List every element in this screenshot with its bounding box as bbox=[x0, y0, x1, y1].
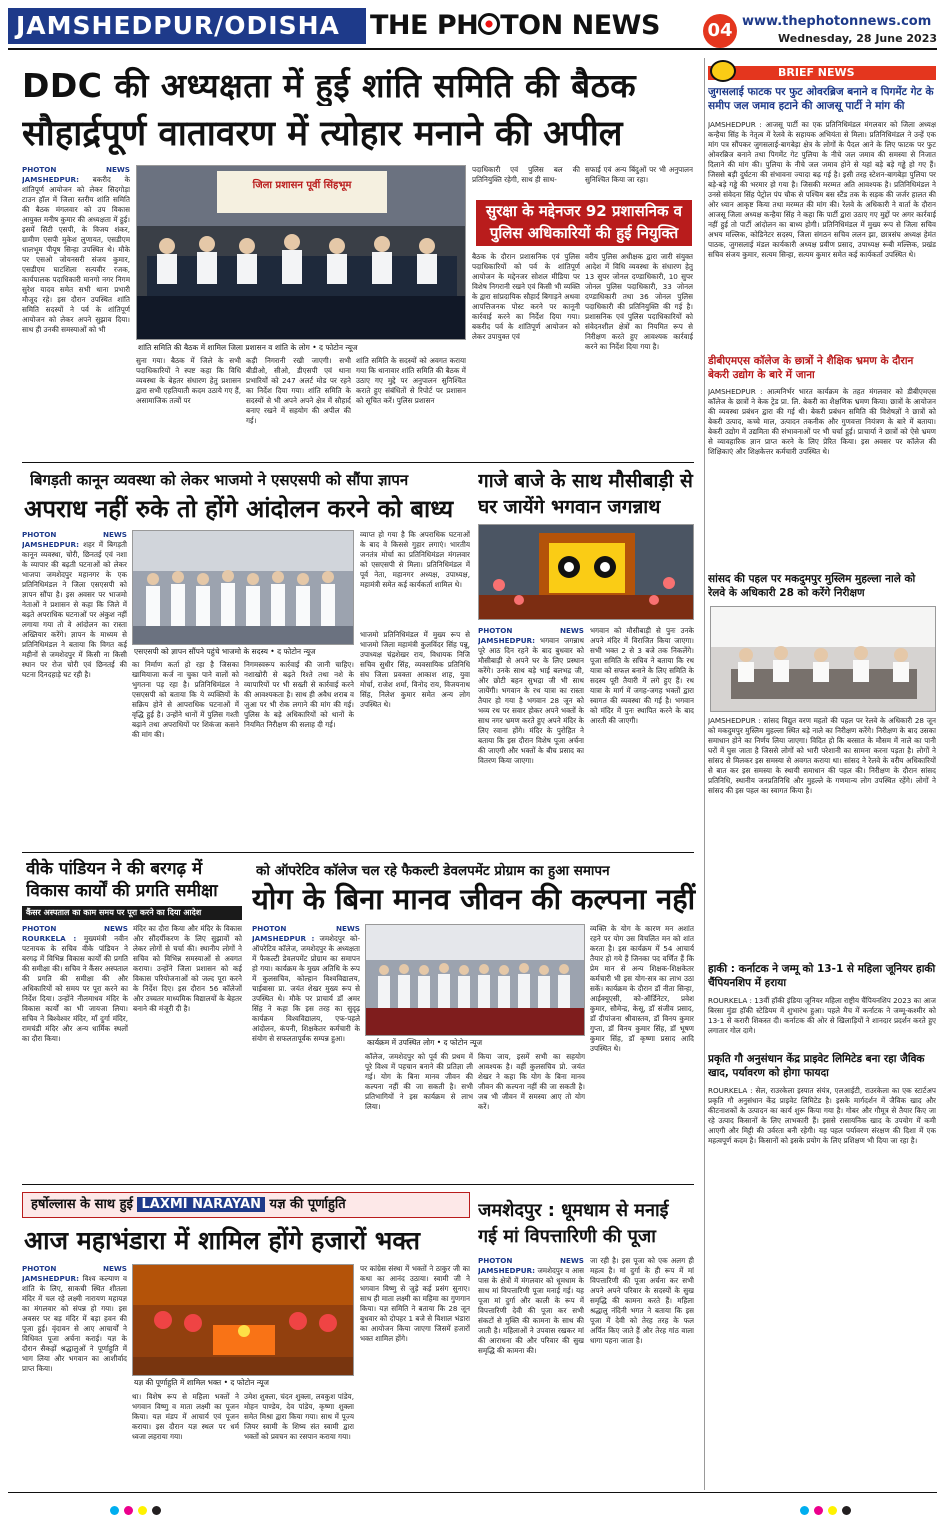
story3-byline: PHOTON NEWS JAMSHEDPUR: bbox=[22, 530, 127, 549]
yoga-program-photo-icon bbox=[366, 925, 585, 1036]
story7-col2: था। विशेष रूप से महिला भक्तों ने भगवान विष्णु व माता लक्ष्मी का पूजन किया। यज्ञ मंडप में आचार्य एवं पूजन कराया। इस दौरान यज्ञ स्थल पर धर्म ध्वजा लहराया गया। bbox=[132, 1392, 239, 1441]
paper-name-pre: THE PH bbox=[370, 10, 479, 41]
story8-headline-2: गई मां विपत्तारिणी की पूजा bbox=[478, 1226, 656, 1247]
brief-item3-body: JAMSHEDPUR : सांसद विद्युत वरण महतो की पहल पर रेलवे के अधिकारी 28 जून को मकदुमपुर मुस्लिम मुहल्ला स्थित बड़े नाले का निरीक्षण करेंगे। निरीक्षण के बाद उसका समाधान होने का निर्णय लिया जाएगा। विदित हो कि बरसात के मौसम में नाले का पानी घरों में घुस जाता है जिससे लोगों को भारी परेशानी का सामना करना पड़ता है। लोगों ने सांसद से मिलकर इस समस्या से अवगत कराया था। सांसद ने रेलवे के वरीय अधिकारियों से बात कर इस समस्या के स्थायी समाधान की पहल की। निरीक्षण के दौरान सांसद प्रतिनिधि, स्थानीय जनप्रतिनिधि और मुहल्ले के गणमान्य लोग उपस्थित रहेंगे। लोगों ने सांसद की इस पहल का स्वागत किया है। bbox=[708, 716, 936, 795]
story1-byline: PHOTON NEWS JAMSHEDPUR: bbox=[22, 165, 130, 184]
cyan-dot bbox=[800, 1506, 809, 1515]
story6-photo-caption: कार्यक्रम में उपस्थित लोग • द फोटोन न्यूज bbox=[367, 1037, 585, 1048]
story6-byline: PHOTON NEWS JAMSHEDPUR : bbox=[252, 924, 360, 943]
story5-subhead: कैंसर अस्पताल का काम समय पर पूरा करने का दिया आदेश bbox=[22, 906, 242, 920]
story3-col1 bbox=[22, 530, 127, 848]
brief-item1-headline: जुगसलाई फाटक पर फुट ओवरब्रिज बनाने व पिगमेंट गेट के समीप जल जमाव हटाने की आजसू पार्टी ने मांग की bbox=[708, 86, 934, 112]
group-photo-icon bbox=[133, 531, 354, 645]
story1-col6: सफाई एवं अन्य बिंदुओं पर भी अनुपालन सुनिश्चित किया जा रहा। bbox=[585, 165, 693, 184]
story1-col2: सुना गया। बैठक में जिले के सभी पदाधिकारियों ने स्पष्ट कहा कि विधि व्यवस्था के बेहतर संधारण हेतु प्रशासन द्वारा सभी एहतियाती कदम उठाये गए हैं, असामाजिक तत्वों पर bbox=[136, 356, 241, 405]
rath-yatra-photo-icon bbox=[479, 525, 694, 620]
story7-banner bbox=[22, 1192, 470, 1218]
story1-col1 bbox=[22, 165, 130, 457]
story7-banner-en: LAXMI NARAYAN bbox=[137, 1197, 265, 1212]
story7-byline: PHOTON NEWS JAMSHEDPUR: bbox=[22, 1264, 127, 1283]
story5-col2: मंदिर का दौरा किया और मंदिर के विकास और सौंदर्यीकरण के लिए सुझावों को लेकर लोगों से चर्चा की। स्थानीय लोगों ने सचिव को विभिन्न समस्याओं से अवगत कराया। उन्होंने जिला प्रशासन को कई विकास परियोजनाओं को जल्द पूरा करने के निर्देश दिए। इस दौरान 56 कॉलेजों और उच्चतर माध्यमिक विद्यालयों के बेहतर बनाने की मंजूरी दी है। bbox=[133, 924, 242, 1013]
story1-col1-text: बकरीद के शांतिपूर्ण आयोजन को लेकर सिदगोड़ा टाउन हॉल में जिला स्तरीय शांति समिति की बैठक मंगलवार को उप विकास आयुक्त मनीष कुमार की अध्यक्षता में हुई। इसमें सिटी एसपी, के विजय शंकर, ग्रामीण एसपी मुकेश लुणायत, एसडीएम धालभूम पीयूष सिन्हा उपस्थित थे। मौके पर एसओ जोयनसरी संजय कुमार, एसडीएम घाटशिला सत्यवीर रजक, कार्यपालक पदाधिकारी मानगो नगर निगम सुरेश यादव समेत सभी थाना प्रभारी मौजूद रहे। इस दौरान उपस्थित शांति समिति सदस्यों ने पर्व के शांतिपूर्ण आयोजन को लेकर अपने सुझाव दिया। साथ ही उनकी समस्याओं को भी bbox=[22, 175, 130, 334]
story1-col5: पदाधिकारी एवं पुलिस बल की प्रतिनियुक्ति रहेगी, साथ ही साथ- bbox=[472, 165, 580, 184]
masthead-rule bbox=[8, 48, 937, 50]
story7-banner-pre: हर्षोल्लास के साथ हुई bbox=[31, 1197, 133, 1212]
story3-col5: भाजमो प्रतिनिधिमंडल में मुख्य रूप से भाजमो जिला महामंत्री कुलविंदर सिंह पन्नू, उपाध्यक्ष चंद्रशेखर राय, विधायक निजि सचिव सुधीर सिंह, व्यवसायिक प्रतिनिधि संघ जिला प्रवक्ता आकाश शाह, युवा मोर्चा, राजेश शर्मा, विनोद राय, विजयनाथ सिंह, निलेश कुमार समेत अन्य लोग उपस्थित थे। bbox=[360, 630, 470, 709]
story5-headline-1: वीके पांडियन ने की बरगढ़ में bbox=[26, 859, 203, 879]
story6-photo bbox=[365, 924, 585, 1036]
story3-headline: अपराध नहीं रुके तो होंगे आंदोलन करने को बाध्य bbox=[24, 495, 454, 523]
story1-photo-caption: शांति समिति की बैठक में शामिल जिला प्रशासन व शांति के लोग • द फोटोन न्यूज bbox=[138, 342, 466, 353]
story3-col1-text: शहर में बिगड़ती कानून व्यवस्था, चोरी, छिनतई एवं नशा के व्यापार की बढ़ती घटनाओं को लेकर भाजपा जमशेदपुर महानगर के एक प्रतिनिधिमंडल ने जिला एसएसपी को ज्ञापन सौंपा है। इस अवसर पर भाजमो नेताओं ने प्रशासन से कहा कि जिले में बढ़ते अपराधिक घटनाओं पर अंकुश नहीं लगाया गया तो वे आंदोलन का रास्ता अख्तियार करेंगे। ज्ञापन के माध्यम से प्रतिनिधिमंडल ने बताया कि विगत कई महीनों से जमशेदपुर में किसी ना किसी स्थान पर रोज चोरी एवं छिनतई की घटना दिनदहाड़े घट रही है। bbox=[22, 540, 127, 679]
photon-logo-icon bbox=[478, 13, 500, 35]
footer-rule bbox=[8, 1492, 937, 1493]
story7-headline: आज महाभंडारा में शामिल होंगे हजारों भक्त bbox=[24, 1226, 420, 1255]
magenta-dot bbox=[124, 1506, 133, 1515]
story1-col4: शांति समिति के सदस्यों को अवगत कराया गया कि थानावार शांति समिति की बैठक में उठाए गए मुद्दे पर अनुपालन सुनिश्चित कराते हुए संबंधितों से रिपोर्ट पर प्रशासन को सूचित करें। पुलिस प्रशासन bbox=[356, 356, 466, 405]
brief-item1-body: JAMSHEDPUR : आजसू पार्टी का एक प्रतिनिधिमंडल मंगलवार को जिला अध्यक्ष कन्हैया सिंह के नेतृत्व में रेलवे के सहायक अभियंता से मिला। प्रतिनिधिमंडल ने उन्हें एक मांग पत्र सौंपकर जुगसलाई-बागबेड़ा क्षेत्र के लोगों के पैदल आने के लिए फाटक पर फुट ओवरब्रिज बनाने तथा पिगमेंट गेट पुलिया के नीचे जल जमाव की समस्या से निजात दिलाने की मांग की। पुलिया के नीचे जल जमाव होने से यहां बड़े बड़े गड्ढे हो गए हैं। जिससे बड़ी दुर्घटना की संभावना ज्यादा बढ़ गई है। इसी तरह स्टेशन-बागबेड़ा पुलिया पर बड़े-बड़े गड्ढे की भरमार हो गया है। जिसकी मरम्मत अति आवश्यक है। प्रतिनिधिमंडल ने उनसे संवेदना सिंह पेट्रोल पंप चौक से पश्चिम बस स्टैंड तक के सड़क की जर्जर हालत की ओर ध्यान आकृष्ट किया तथा मरम्मत की मांग की। रेलवे के अधिकारी ने वार्ता के दौरान आजसू जिला अध्यक्ष कन्हैया सिंह ने कहा कि पार्टी द्वारा उठाए गए मुद्दों पर अगर कार्रवाई नहीं हुई तो पार्टी आंदोलन का बाध्य होगी। प्रतिनिधिमंडल में मुख्य रूप से जिला सचिव अभय मल्लिक, कोडिनेटर सदस्य, जिला संगठन सचिव ललन झा, छात्रसंघ अध्यक्ष हेमंत पाठक, जुगसलाई मंडल कार्यकारी अध्यक्ष प्रवीण प्रसाद, उपाध्यक्ष रूबी मल्लिक, प्रखंड सचिव संजय कुमार, सत्यम सिन्हा, सत्यम कुमार समेत कई कार्यकर्ता उपस्थित थे। bbox=[708, 120, 936, 259]
issue-date: Wednesday, 28 June 2023 bbox=[778, 32, 937, 45]
paper-name-post: TON NEWS bbox=[500, 10, 660, 41]
registration-dots-left bbox=[110, 1500, 230, 1519]
story5-col1 bbox=[22, 924, 128, 1179]
story4-col1-text: भगवान जगन्नाथ पूरे आठ दिन रहने के बाद बुधवार को मौसीबाड़ी से अपने घर के लिए प्रस्थान करेंगे। उनके साथ बड़े भाई बलभद्र जी, और छोटी बहन सुभद्रा जी भी साथ जायेंगी। भगवान के रथ यात्रा का रास्ता तैयार हो गया है भगवान 28 जून को भव्य रथ पर सवार होकर अपने भक्तों के साथ नगर भ्रमण करते हुए अपने मंदिर के लिए रवाना होंगे। मंदिर के पुरोहित ने बताया कि इस दौरान विशेष पूजा अर्चना की जाएगी और भक्तों के बीच प्रसाद का वितरण किया जाएगा। bbox=[478, 636, 584, 765]
story6-col3: किया जाय, इसमें सभी का सहयोग आवश्यक है। वहीं कुलसचिव प्रो. जयंत शेखर ने कहा कि योग के बिना मानव जीवन की कल्पना नहीं की जा सकती है। जब भी जीवन में समस्या आए तो योग करें। bbox=[478, 1052, 585, 1111]
story8-col1 bbox=[478, 1256, 584, 1482]
brief-item4-headline: हाकी : कर्नाटक ने जम्मू को 13-1 से महिला जूनियर हाकी चैंपियनशिप में हराया bbox=[708, 963, 936, 989]
story2-headline: सुरक्षा के मद्देनजर 92 प्रशासनिक व पुलिस अधिकारियों की हुई नियुक्ति bbox=[476, 200, 692, 246]
story3-kicker: बिगड़ती कानून व्यवस्था को लेकर भाजमो ने एसएसपी को सौंपा ज्ञापन bbox=[30, 471, 409, 489]
story3-photo bbox=[132, 530, 354, 645]
story7-col1-text: विश्व कल्याण व शांति के लिए, साकची स्थित शीतला मंदिर में चल रहे लक्ष्मी नारायण महायज्ञ का मंगलवार को संपन्न हो गया। इस अवसर पर बड़ मंदिर में बड़ा हवन की पूजा हुई। वृंदावन से आए आचार्यों ने विधिवत पूजा अर्चना कराई। यज्ञ के दौरान सैकड़ों श्रद्धालुओं ने पूर्णाहुति में भाग लिया और भगवान का आशीर्वाद प्राप्त किया। bbox=[22, 1274, 127, 1373]
story4-byline: PHOTON NEWS JAMSHEDPUR: bbox=[478, 626, 584, 645]
brief-item4-body: ROURKELA : 13वीं हॉकी इंडिया जूनियर महिला राष्ट्रीय चैंपियनशिप 2023 का आज बिरसा मुंडा हॉकी स्टेडियम में शुभारंभ हुआ। पहले मैच में कर्नाटक ने जम्मू-कश्मीर को 13-1 से करारी शिकस्त दी। कर्नाटक की ओर से खिलाड़ियों ने शानदार प्रदर्शन करते हुए लगातार गोल दागे। bbox=[708, 996, 936, 1035]
story7-col3: उमेश शुक्ला, चंदन शुक्ला, लवकुश पांडेय, मोहन पाण्डेय, देव पांडेय, कृष्णा शुक्ला समेत मिश्रा द्वारा किया गया। साथ में पूज्य जियर स्वामी के शिष्य संत स्वामी द्वारा भक्तों को प्रवचन का रसपान कराया गया। bbox=[244, 1392, 354, 1441]
website-link[interactable]: www.thephotonnews.com bbox=[742, 14, 932, 29]
black-dot bbox=[152, 1506, 161, 1515]
paper-name[interactable] bbox=[370, 8, 688, 44]
story7-photo bbox=[132, 1264, 354, 1376]
brief-item5-body: ROURKELA : सेल, राउरकेला इस्पात संयंत्र, एलआईटी, राउरकेला का एक स्टार्टअप प्रकृति गौ अनुसंधान केंद्र प्राइवेट लिमिटेड है। इसके मार्गदर्शन में जैविक खाद और कीटनाशकों के उत्पादन का कार्य शुरू किया गया है। गोबर और गौमूत्र से तैयार किए जा रहे उत्पाद किसानों के लिए लाभकारी हैं। इससे रासायनिक खाद के उपयोग में कमी आएगी और मिट्टी की उर्वरता बनी रहेगी। यह पहल पर्यावरण संरक्षण की दिशा में एक महत्वपूर्ण कदम है। किसानों को इसके प्रयोग के लिए प्रशिक्षण भी दिया जा रहा है। bbox=[708, 1086, 936, 1145]
story1-headline-2: सौहार्द्रपूर्ण वातावरण में त्योहार मनाने की अपील bbox=[22, 114, 623, 154]
story3-col4: व्याप्त हो गया है कि अपराधिक घटनाओं के बाद वे किससे गुहार लगाएं। भारतीय जनतंत्र मोर्चा का प्रतिनिधिमंडल मंगलवार को एसएसपी से मिला। प्रतिनिधिमंडल में पूर्व नेता, महानगर अध्यक्ष, उपाध्यक्ष, महामंत्री समेत कई कार्यकर्ता शामिल थे। bbox=[360, 530, 470, 589]
brief-item3-photo bbox=[710, 606, 936, 712]
story5-byline: PHOTON NEWS ROURKELA : bbox=[22, 924, 128, 943]
edition-label: JAMSHEDPUR/ODISHA bbox=[8, 8, 366, 44]
story2-col1: बैठक के दौरान प्रशासनिक एवं पुलिस पदाधिकारियों को पर्व के शांतिपूर्ण आयोजन के मद्देनजर सोशल मीडिया पर विशेष निगरानी रखने एवं किसी भी व्यक्ति के द्वारा सांप्रदायिक सौहार्द बिगाड़ने अथवा आपत्तिजनक पोस्ट करने पर कानूनी कार्रवाई करने का निर्देश दिया गया। बकरीद पर्व के शांतिपूर्ण आयोजन को लेकर उपायुक्त एवं bbox=[472, 252, 580, 341]
story4-headline-1: गाजे बाजे के साथ मौसीबाड़ी से bbox=[478, 470, 693, 492]
story5-col1-text: मुख्यमंत्री नवीन पटनायक के सचिव वीके पांडियन ने बरगढ़ में विभिन्न विकास कार्यों की प्रगति की समीक्षा की। सचिव ने कैंसर अस्पताल की प्रगति की समीक्षा की और अधिकारियों को समय पर पूरा करने का निर्देश दिया। उन्होंने नीलमाधव मंदिर के विकास कार्यों का भी जायजा लिया। सचिव ने बिश्वेश्वर मंदिर, माँ दुर्गा मंदिर, रामचंडी मंदिर और अन्य धार्मिक स्थलों का दौरा किया। bbox=[22, 934, 128, 1043]
magenta-dot bbox=[814, 1506, 823, 1515]
divider-1 bbox=[22, 462, 694, 463]
brief-item2-body: JAMSHEDPUR : आत्मनिर्भर भारत कार्यक्रम के तहत मंगलवार को डीबीएमएस कॉलेज के छात्रों ने केक ट्रेड प्रा. लि. बेकरी का शैक्षणिक भ्रमण किया। छात्रों के आयोजन की व्यवस्था प्रबंधन द्वारा की गई थी। बेकरी प्रबंधन समिति की विशेषज्ञों ने छात्रों को बेकरी उत्पाद, कच्चे माल, उत्पादन तकनीक और गुणवत्ता नियंत्रण के बारे में बताया। बेकरी उद्योग में उद्यमिता की संभावनाओं पर भी चर्चा हुई। प्राचार्या ने छात्रों को ऐसे भ्रमण से व्यावहारिक ज्ञान प्राप्त करने के लिए प्रेरित किया। इस अवसर पर कॉलेज की शिक्षिकाएं और शिक्षकेत्तर कर्मचारी उपस्थित थे। bbox=[708, 387, 936, 456]
divider-3 bbox=[22, 1184, 694, 1185]
story8-col2: जा रही है। इस पूजा को एक अलग ही महत्व है। मां दुर्गा के ही रूप में मां विपत्तारिणी की पूजा अर्चना कर सभी अपने अपने परिवार के सदस्यों के सुख समृद्धि की कामना करते हैं। महिला श्रद्धालु नंदिनी भगत ने बताया कि इस पूजा में देवी को तेरह तरह के फल अर्पित किए जाते हैं और तेरह गांठ वाला धागा पहना जाता है। bbox=[590, 1256, 694, 1345]
page-number: 04 bbox=[703, 14, 737, 48]
brief-item3-headline: सांसद की पहल पर मकदुमपुर मुस्लिम मुहल्ला नाले को रेलवे के अधिकारी 28 को करेंगे निरीक्षण bbox=[708, 573, 916, 599]
story6-col1-text: जमशेदपुर को-ऑपरेटिव कॉलेज, जमशेदपुर के अध्यक्षता में फैकल्टी डेवलपमेंट प्रोग्राम का समापन हो गया। कार्यक्रम के मुख्य अतिथि के रूप में कुलसचिव, कोल्हान विश्वविद्यालय, चाईबासा प्रा. जयंत शेखर मुख्य रूप से उपस्थित थे। मौके पर प्राचार्य डॉ अमर सिंह ने कहा कि इस तरह का सुदृढ़ कार्यक्रम विश्वविद्यालय, एफ-पहले आंदोलन, कंपनी, शिक्षकेतर कर्मचारी के संयोग से सफलतापूर्वक सम्पन्न हुआ। bbox=[252, 934, 360, 1043]
story8-col1-text: जमशेदपुर व आस पास के क्षेत्रों में मंगलवार को धूमधाम के साथ मां विपत्तारिणी पूजा मनाई गई। यह पूजा मां दुर्गा और काली के रूप में विपत्तारिणी देवी की पूजा कर सभी संकटों से मुक्ति की कामना के साथ की जाती है। महिलाओं ने उपवास रखकर मां की आराधना की और परिवार की सुख समृद्धि की कामना की। bbox=[478, 1266, 584, 1355]
divider-2 bbox=[22, 852, 694, 853]
yellow-dot bbox=[138, 1506, 147, 1515]
story1-col3: कड़ी निगरानी रखी जाएगी। सभी बीडीओ, सीओ, डीएसपी एवं थाना प्रभारियों को 247 अलर्ट मोड पर रहने का निर्देश दिया गया। शांति समिति के सदस्यों से भी अपने अपने क्षेत्र में सौहार्द बनाए रखने में सहयोग की अपील की गई। bbox=[246, 356, 351, 425]
story6-col2: कॉलेज, जमशेदपुर को पूर्व की प्रथम में पूरे विश्व में पहचान बनाने की प्रतिज्ञा ली गई। योग के बिना मानव जीवन की कल्पना नहीं की जा सकती है। सभी प्रतिभागियों ने इस कार्यक्रम से लाभ लिया। bbox=[365, 1052, 473, 1111]
story6-col4: व्यक्ति के योग के कारण मन अशांत रहने पर योग उस विचलित मन को शांत करता है। इस कार्यक्रम में 54 आचार्य तैयार हो गये हैं जिनका पद वर्णित हैं कि प्रेम मान से अन्य शिक्षक-शिक्षकेतर कर्मचारी भी इस योग-सत्र का लाभ उठा सकें। कार्यक्रम के दौरान डॉ नीता सिन्हा, आईक्यूएसी, को-ऑर्डिनेटर, प्रवेश कुमार, सौमेन्द्र, केसू, डॉ संजीव प्रसाद, डॉ दीपांजना श्रीवास्तव, डॉ विनय कुमार गुप्ता, डॉ विनय कुमार सिंह, डॉ भूषण कुमार सिंह, डॉ कृष्णा प्रसाद आदि उपस्थित थे। bbox=[590, 924, 694, 1053]
story8-byline: PHOTON NEWS JAMSHEDPUR: bbox=[478, 1256, 584, 1275]
brief-item2-headline: डीबीएमएस कॉलेज के छात्रों ने शैक्षिक भ्रमण के दौरान बेकरी उद्योग के बारे में जाना bbox=[708, 355, 914, 381]
story7-photo-caption: यज्ञ की पूर्णाहुति में शामिल भक्त • द फोटोन न्यूज bbox=[134, 1377, 354, 1388]
brief-header: BRIEF NEWS bbox=[708, 66, 936, 80]
story7-banner-post: यज्ञ की पूर्णाहुति bbox=[269, 1197, 346, 1212]
story5-headline-2: विकास कार्यों की प्रगति समीक्षा bbox=[26, 881, 218, 901]
story8-headline-1: जमशेदपुर : धूमधाम से मनाई bbox=[478, 1200, 669, 1221]
brief-logo-icon bbox=[710, 60, 736, 82]
story6-kicker: को ऑपरेटिव कॉलेज चल रहे फैकल्टी डेवलपमेंट प्रोग्राम का हुआ समापन bbox=[256, 863, 610, 879]
story6-headline: योग के बिना मानव जीवन की कल्पना नहीं bbox=[252, 882, 696, 916]
story4-col2: भगवान को मौसीबाड़ी से पुनः उनके अपने मंदिर में विराजित किया जाएगा। सभी भक्त 2 से 3 बजे तक निकलेंगे। पूजा समिति के सचिव ने बताया कि रथ यात्रा को सफल बनाने के लिए समिति के सदस्य पूरी तैयारी में लगे हुए हैं। रथ यात्रा के मार्ग में जगह-जगह भक्तों द्वारा स्वागत की व्यवस्था की गई है। भगवान को मंदिर में पुनः स्थापित करने के बाद आरती की जाएगी। bbox=[590, 626, 694, 725]
story3-col2: का निर्माण कर्ता हो रहा है जिसका खामियाजा कर्ज ना चुका पाने वालों को भुगतना पड़ रहा है। प्रतिनिधिमंडल ने एसएसपी को बताया कि ये व्यक्तियों के सक्रिय होने से आपराधिक घटनाओं में वृद्धि हुई है। उन्होंने थानों में पुलिस गश्ती बढ़ाने तथा अपराधियों पर शिकंजा कसने की मांग की। bbox=[132, 660, 239, 739]
story3-photo-caption: एसएसपी को ज्ञापन सौंपने पहुंचे भाजमो के सदस्य • द फोटोन न्यूज bbox=[134, 646, 354, 657]
story7-col4: पर कांग्रेस संस्था में भक्तों ने ठाकुर जी का कथा का आनंद उठाया। स्वामी जी ने भगवान विष्णु से जुड़े कई प्रसंग सुनाए। साथ ही माता लक्ष्मी का महिमा का गुणगान किया। यज्ञ समिति ने बताया कि 28 जून बुधवार को दोपहर 1 बजे से विशाल भंडारा का आयोजन किया जाएगा जिसमें हजारों भक्त शामिल होंगे। bbox=[360, 1264, 470, 1343]
story6-col1 bbox=[252, 924, 360, 1179]
cyan-dot bbox=[110, 1506, 119, 1515]
story1-headline-1: DDC की अध्यक्षता में हुई शांति समिति की बैठक bbox=[22, 66, 637, 105]
story1-photo bbox=[136, 165, 466, 340]
brief-item5-headline: प्रकृति गौ अनुसंधान केंद्र प्राइवेट लिमिटेड बना रहा जैविक खाद, पर्यावरण को होगा फायदा bbox=[708, 1053, 925, 1079]
story2-col2: वरीय पुलिस अधीक्षक द्वारा जारी संयुक्त आदेश में विधि व्यवस्था के संधारण हेतु 13 सुपर जोनल दण्डाधिकारी, 10 सुपर जोनल पुलिस पदाधिकारी, 33 जोनल दण्डाधिकारी तथा 36 जोनल पुलिस पदाधिकारी की प्रतिनियुक्ति की गई है। प्रशासनिक एवं पुलिस पदाधिकारियों को संवेदनशील क्षेत्रों का नियमित रूप से निरीक्षण करते हुए आवश्यक कार्रवाई करने का निर्देश दिया गया है। bbox=[585, 252, 693, 351]
story4-headline-2: घर जायेंगे भगवान जगन्नाथ bbox=[478, 496, 661, 518]
story3-col3: निगमस्वरूप कार्रवाई की जानी चाहिए। नशाखोरी से बढ़ते रिश्ते तथा नशे के व्यापारियों पर भी सख्ती से कार्रवाई करने की आवश्यकता है। साथ ही अवैध शराब व जुआ पर भी रोक लगाने की मांग की गई। पुलिस के बड़े अधिकारियों को थानों के नियमित निरीक्षण की सलाह दी गई। bbox=[244, 660, 354, 729]
yellow-dot bbox=[828, 1506, 837, 1515]
mp-meeting-photo-icon bbox=[711, 607, 936, 712]
registration-dots-right bbox=[800, 1500, 920, 1519]
black-dot bbox=[842, 1506, 851, 1515]
story7-col1 bbox=[22, 1264, 127, 1482]
story4-photo bbox=[478, 524, 694, 620]
yagya-photo-icon bbox=[133, 1265, 354, 1376]
photo-banner-text: जिला प्रशासन पूर्वी सिंहभूम bbox=[252, 180, 352, 191]
meeting-photo-icon bbox=[137, 166, 466, 340]
story4-col1 bbox=[478, 626, 584, 848]
